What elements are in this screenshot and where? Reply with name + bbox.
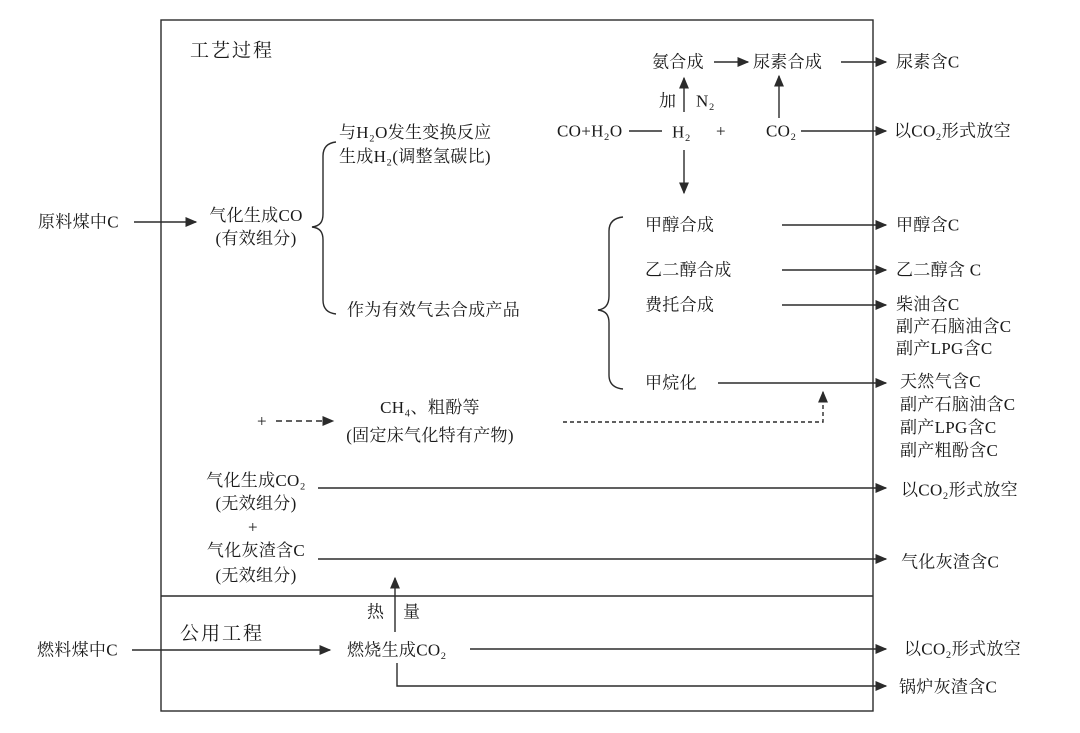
ft-output-naphtha: 副产石脑油含C [896,317,1012,336]
shift-reaction-line1: 与H₂O发生变换反应 [339,123,492,142]
process-section-label: 工艺过程 [190,40,275,62]
n2-label: N₂ [696,91,715,111]
ft-synthesis-node: 费托合成 [645,295,715,315]
brace-gasification-options [312,142,336,314]
gasification-co-line1: 气化生成CO [209,206,303,225]
arrow-combustion-to-boiler-slag [397,663,886,686]
methanation-output-natural-gas: 天然气含C [900,372,981,391]
add-n2-label: 加 [659,91,677,111]
ft-output-diesel: 柴油含C [896,295,960,314]
h2-label: H₂ [672,122,691,142]
gasification-slag-line1: 气化灰渣含C [206,541,306,560]
shift-reaction-label [339,121,491,169]
plus-top-label: + [716,121,726,141]
co-h2o-label: CO+H₂O [557,121,623,141]
plus-fixedbed-label: + [257,411,267,431]
ft-output-lpg: 副产LPG含C [896,339,993,358]
glycol-output-label: 乙二醇含 C [896,260,982,280]
boiler-slag-output-label: 锅炉灰渣含C [899,677,998,697]
co2-label: CO₂ [766,121,797,141]
gasification-co-node [198,204,314,250]
syngas-use-label: 作为有效气去合成产品 [347,300,520,320]
gasification-slag-line2: (无效组分) [215,566,297,585]
methanation-output-block [900,370,1015,462]
gasification-co2-line1: 气化生成CO₂ [206,471,306,490]
shift-reaction-line2: 生成H₂(调整氢碳比) [339,147,491,166]
co2-vent-bottom-label: 以CO₂形式放空 [904,639,1021,659]
gasification-co2-line2: (无效组分) [215,494,297,513]
methanol-synthesis-node: 甲醇合成 [645,215,715,235]
fixedbed-line1: CH₄、粗酚等 [380,398,480,417]
gasification-slag-node [196,538,316,588]
glycol-synthesis-node: 乙二醇合成 [645,260,732,280]
combustion-co2-node: 燃烧生成CO₂ [347,640,447,660]
methanation-output-crude-phenol: 副产粗酚含C [900,441,999,460]
utility-section-label: 公用工程 [180,623,265,645]
ammonia-synthesis-node: 氨合成 [652,52,704,72]
co2-vent-top-label: 以CO₂形式放空 [894,121,1011,141]
dashed-line-fixedbed-to-methanation-arrow [563,392,823,422]
brace-synthesis-routes [598,217,623,389]
methanation-node: 甲烷化 [645,373,697,393]
urea-synthesis-node: 尿素合成 [753,52,823,72]
gasification-co-line2: (有效组分) [215,229,297,248]
fuel-coal-input-label: 燃料煤中C [37,640,118,660]
methanol-output-label: 甲醇含C [896,215,960,235]
plus-mid-label: + [248,517,258,537]
gasification-slag-output-label: 气化灰渣含C [901,552,1000,572]
fixedbed-byproduct-node [340,394,520,450]
heat-label-left: 热 [367,602,385,622]
methanation-output-naphtha: 副产石脑油含C [900,395,1016,414]
fixedbed-line2: (固定床气化特有产物) [346,426,514,445]
heat-label-right: 量 [403,602,421,622]
urea-output-label: 尿素含C [896,52,960,72]
methanation-output-lpg: 副产LPG含C [900,418,997,437]
ft-output-block [896,294,1011,360]
raw-coal-input-label: 原料煤中C [38,212,119,232]
co2-vent-mid-label: 以CO₂形式放空 [901,480,1018,500]
gasification-co2-node [196,469,316,515]
